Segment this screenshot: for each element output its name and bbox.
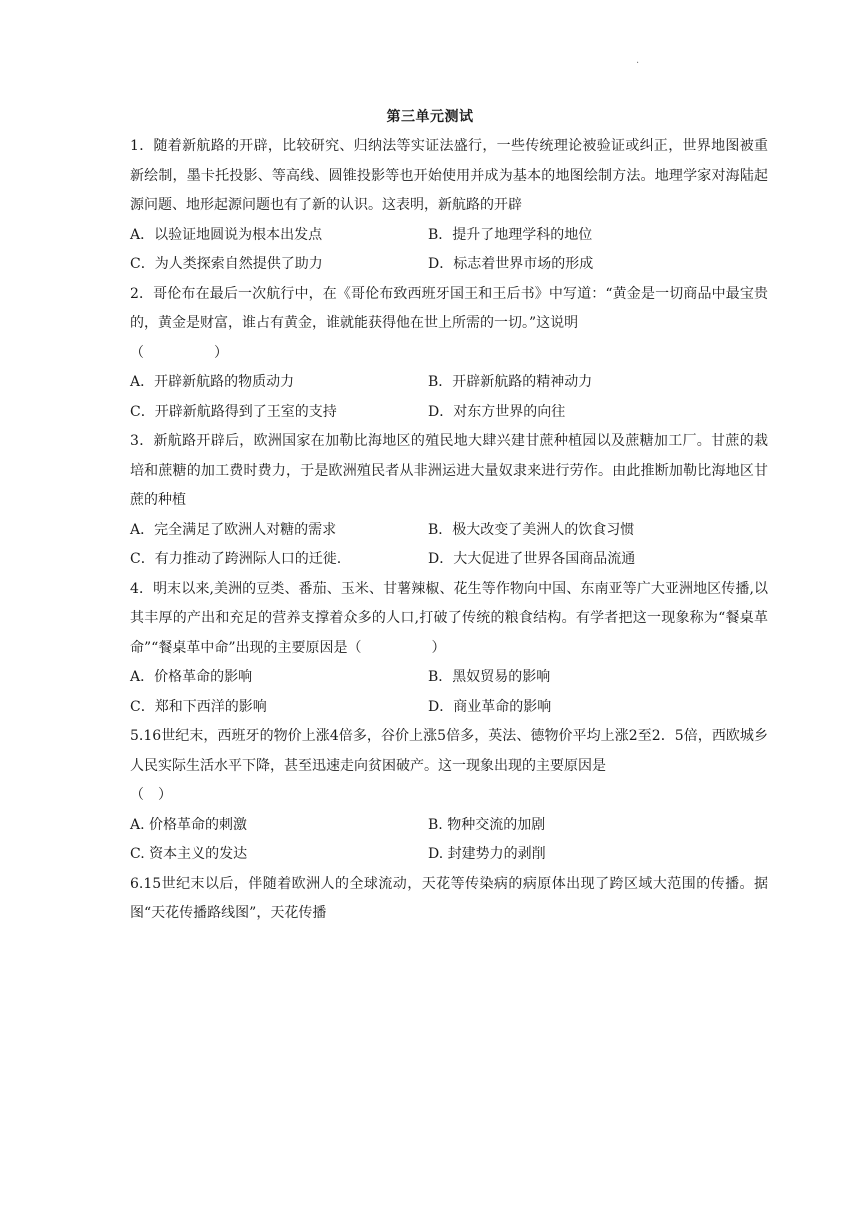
question-2-text: 2．哥伦布在最后一次航行中，在《哥伦布致西班牙国王和王后书》中写道：“黄金是一切商品中最宝贵的，黄金是财富，谁占有黄金，谁就能获得他在世上所需的一切。”这说明 bbox=[130, 285, 768, 331]
option-b[interactable]: B. 物种交流的加剧 bbox=[428, 816, 546, 833]
question-2 bbox=[130, 280, 768, 428]
question-3-text: 3．新航路开辟后，欧洲国家在加勒比海地区的殖民地大肆兴建甘蔗种植园以及蔗糖加工厂。甘蔗的栽培和蔗糖的加工费时费力，于是欧洲殖民者从非洲运进大量奴隶来进行劳作。由此推断加勒比海地区甘蔗的种植 bbox=[130, 433, 768, 508]
option-c[interactable]: C．郑和下西洋的影响 bbox=[130, 698, 267, 715]
option-a[interactable]: A．价格革命的影响 bbox=[130, 669, 253, 685]
question-6-text: 6.15世纪末以后，伴随着欧洲人的全球流动，天花等传染病的病原体出现了跨区域大范围的传播。据图“天花传播路线图”，天花传播 bbox=[130, 875, 768, 921]
option-c[interactable]: C．开辟新航路得到了王室的支持 bbox=[130, 403, 337, 420]
question-5 bbox=[130, 722, 768, 870]
question-3 bbox=[130, 427, 768, 575]
question-4-text: 4．明末以来,美洲的豆类、番茄、玉米、甘薯辣椒、花生等作物向中国、东南亚等广大亚洲地区传播,以其丰厚的产出和充足的营养支撑着众多的人口,打破了传统的粮食结构。有学者把这一现象称为“餐桌革命”“餐桌革中命”出现的主要原因是（ ） bbox=[130, 580, 768, 656]
question-1 bbox=[130, 132, 768, 280]
question-1-text: 1．随着新航路的开辟，比较研究、归纳法等实证法盛行，一些传统理论被验证或纠正，世界地图被重新绘制，墨卡托投影、等高线、圆锥投影等也开始使用并成为基本的地图绘制方法。地理学家对海陆起源问题、地形起源问题也有了新的认识。这表明，新航路的开辟 bbox=[130, 138, 768, 213]
option-a[interactable]: A. 价格革命的刺激 bbox=[130, 816, 248, 833]
question-4-options bbox=[130, 663, 768, 722]
option-d[interactable]: D．商业革命的影响 bbox=[428, 698, 552, 715]
option-d[interactable]: D. 封建势力的剥削 bbox=[428, 846, 546, 862]
option-c[interactable]: C．有力推动了跨洲际人口的迁徙. bbox=[130, 551, 342, 567]
option-b[interactable]: B．提升了地理学科的地位 bbox=[428, 226, 593, 243]
option-b[interactable]: B．黑奴贸易的影响 bbox=[428, 669, 551, 685]
option-a[interactable]: A．开辟新航路的物质动力 bbox=[130, 374, 295, 390]
question-5-options bbox=[130, 811, 768, 870]
page-dot: · bbox=[636, 58, 640, 69]
option-d[interactable]: D．大大促进了世界各国商品流通 bbox=[428, 551, 636, 567]
question-3-options bbox=[130, 516, 768, 575]
option-a[interactable]: A．以验证地圆说为根本出发点 bbox=[130, 226, 323, 243]
question-4 bbox=[130, 575, 768, 723]
question-2-answer-blank: （ ） bbox=[130, 344, 228, 361]
question-list bbox=[130, 132, 768, 929]
question-2-options bbox=[130, 368, 768, 427]
option-b[interactable]: B．极大改变了美洲人的饮食习惯 bbox=[428, 521, 635, 538]
page-title: 第三单元测试 bbox=[386, 109, 474, 125]
option-c[interactable]: C. 资本主义的发达 bbox=[130, 846, 248, 862]
question-1-options bbox=[130, 221, 768, 280]
question-5-answer-blank: （ ） bbox=[130, 787, 172, 803]
option-b[interactable]: B．开辟新航路的精神动力 bbox=[428, 374, 593, 390]
option-d[interactable]: D．标志着世界市场的形成 bbox=[428, 256, 594, 272]
question-5-text: 5.16世纪末，西班牙的物价上涨4倍多，谷价上涨5倍多，英法、德物价平均上涨2至2．5倍，西欧城乡人民实际生活水平下降，甚至迅速走向贫困破产。这一现象出现的主要原因是 bbox=[130, 728, 768, 774]
option-a[interactable]: A．完全满足了欧洲人对糖的需求 bbox=[130, 521, 337, 538]
option-c[interactable]: C．为人类探索自然提供了助力 bbox=[130, 256, 323, 272]
option-d[interactable]: D．对东方世界的向往 bbox=[428, 403, 566, 420]
question-6 bbox=[130, 870, 768, 929]
